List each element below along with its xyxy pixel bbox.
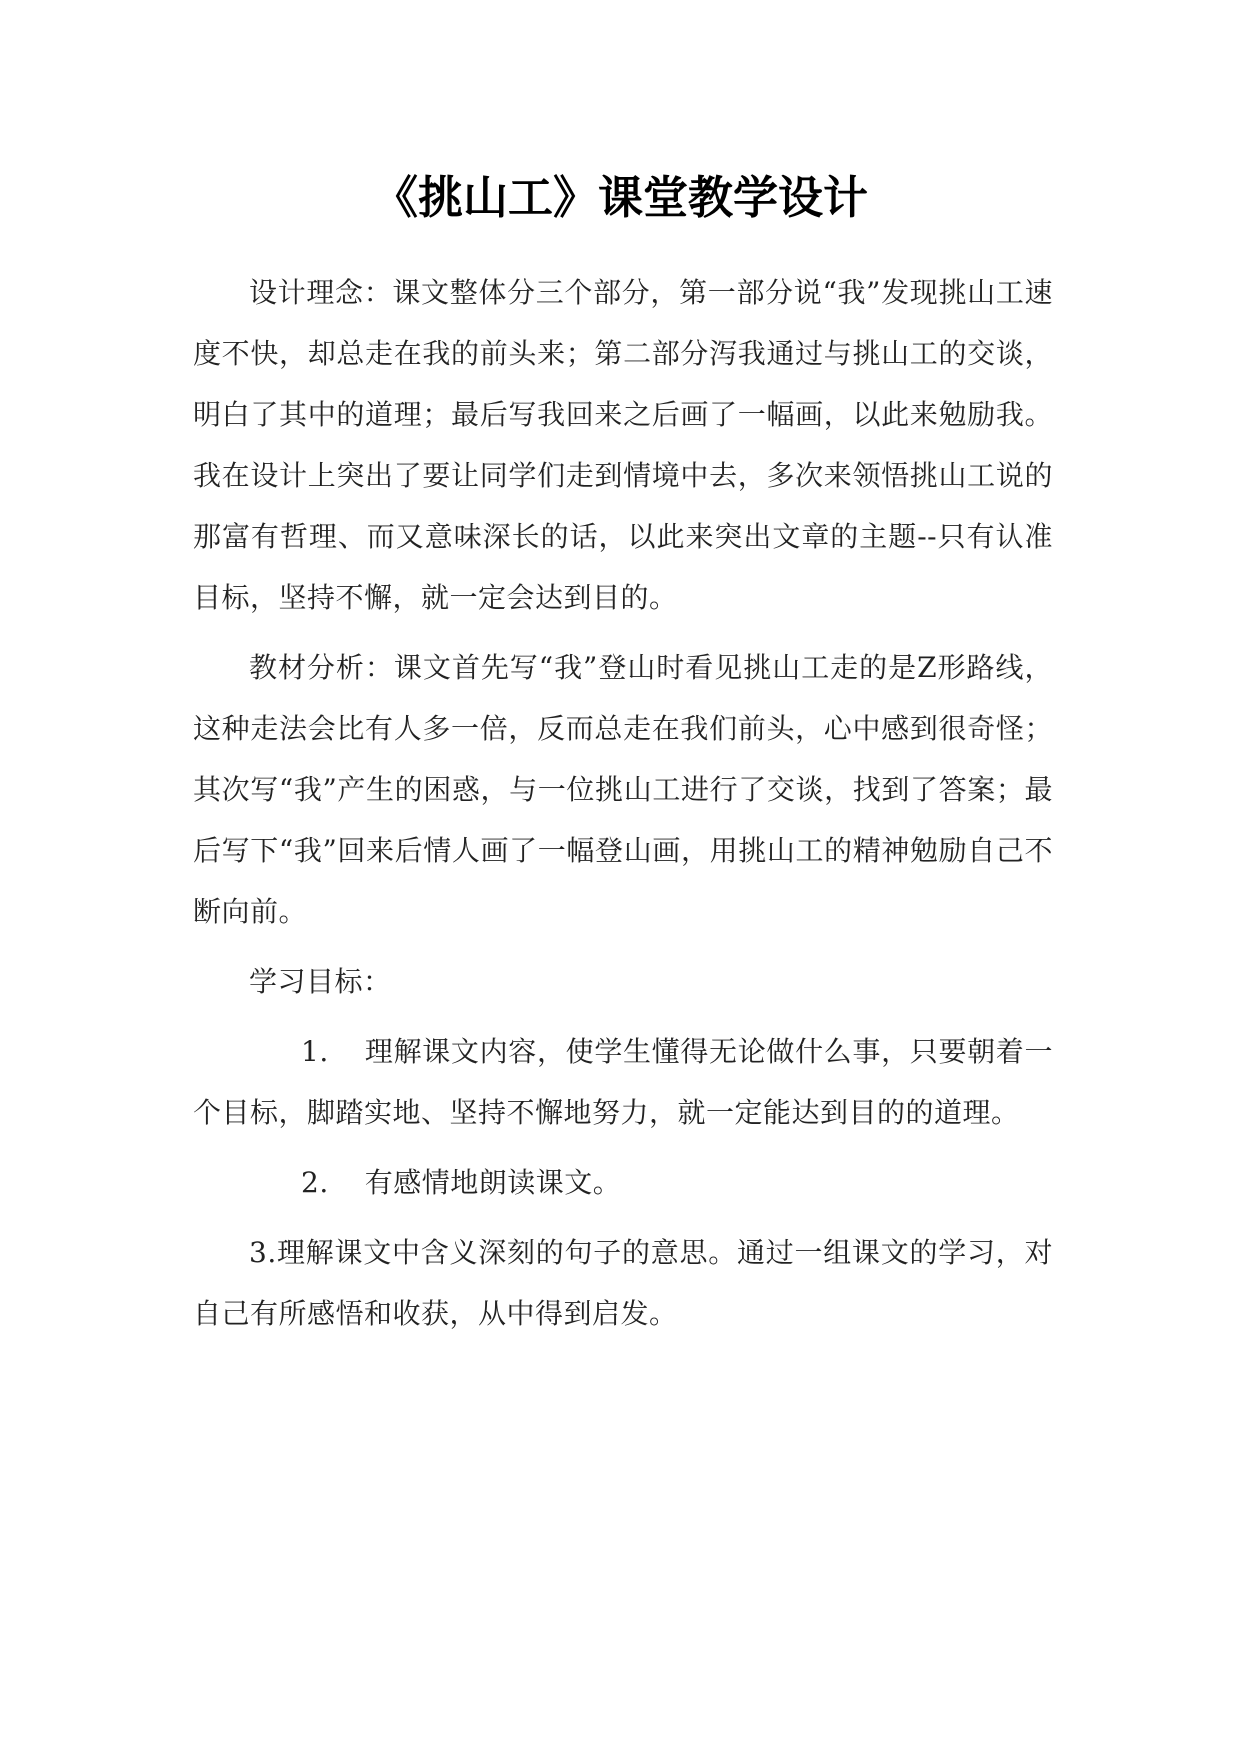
paragraph-material-analysis: 教材分析：课文首先写“我”登山时看见挑山工走的是Z形路线，这种走法会比有人多一倍，反而总走在我们前头，心中感到很奇怪；其次写“我”产生的困惑，与一位挑山工进行了交谈，找到了答案；最后写下“我”回来后情人画了一幅登山画，用挑山工的精神勉励自己不断向前。	[193, 651, 1053, 928]
paragraph-objective-3: 3.理解课文中含义深刻的句子的意思。通过一组课文的学习，对自己有所感悟和收获，从中得到启发。	[193, 1236, 1053, 1330]
objective-item-2	[193, 1152, 1053, 1213]
objective-text: 理解课文内容，使学生懂得无论做什么事，只要朝着一个目标，脚踏实地、坚持不懈地努力，就一定能达到目的的道理。	[193, 1035, 1053, 1129]
objective-number: 1.	[301, 1035, 329, 1068]
objective-item-1	[193, 1021, 1053, 1143]
paragraph-design-concept: 设计理念：课文整体分三个部分，第一部分说“我”发现挑山工速度不快，却总走在我的前头来；第二部分泻我通过与挑山工的交谈，明白了其中的道理；最后写我回来之后画了一幅画，以此来勉励我。我在设计上突出了要让同学们走到情境中去，多次来领悟挑山工说的那富有哲理、而又意味深长的话，以此来突出文章的主题--只有认准目标，坚持不懈，就一定会达到目的。	[193, 276, 1053, 614]
paragraph-learning-goals-heading: 学习目标：	[249, 965, 392, 998]
document-title: 《挑山工》课堂教学设计	[372, 171, 868, 224]
objective-text: 有感情地朗读课文。	[364, 1166, 622, 1199]
document-body	[193, 262, 1053, 1353]
objective-number: 2.	[301, 1166, 329, 1199]
